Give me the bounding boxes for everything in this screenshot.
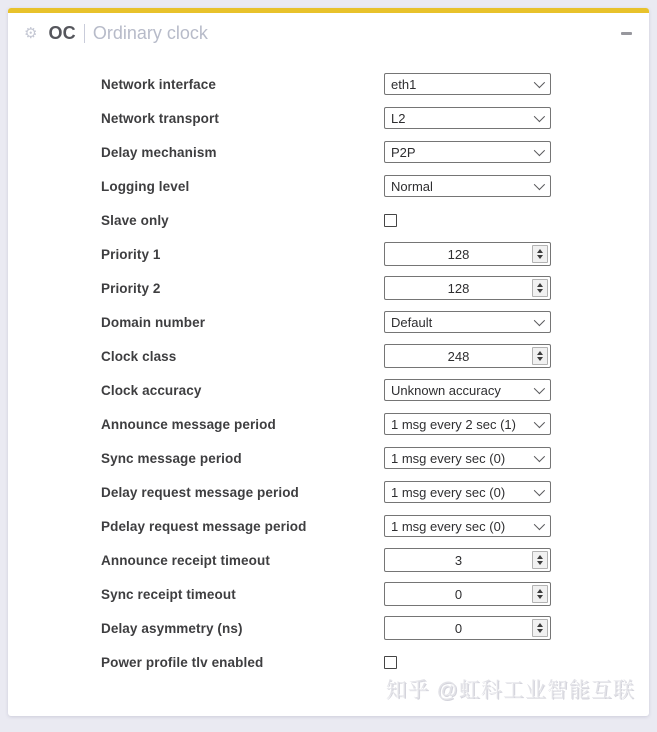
field-label: Announce message period xyxy=(101,416,276,432)
field-control xyxy=(384,214,551,227)
title-separator xyxy=(84,24,85,43)
chevron-down-icon xyxy=(534,451,545,462)
spinner-down-icon[interactable] xyxy=(537,595,543,599)
field-label: Delay asymmetry (ns) xyxy=(101,620,243,636)
field-label: Delay mechanism xyxy=(101,144,217,160)
field-label: Clock accuracy xyxy=(101,382,202,398)
field-control xyxy=(384,656,551,669)
form-row-logging-level xyxy=(8,169,649,203)
gear-icon: ⚙ xyxy=(24,24,38,42)
spinner-up-icon[interactable] xyxy=(537,249,543,253)
select-value: 1 msg every sec (0) xyxy=(391,484,506,500)
field-label: Network interface xyxy=(101,76,216,92)
chevron-down-icon xyxy=(534,417,545,428)
chevron-down-icon xyxy=(534,383,545,394)
form-row-network-interface xyxy=(8,67,649,101)
oc-settings-panel xyxy=(8,8,649,716)
spinner-up-icon[interactable] xyxy=(537,283,543,287)
field-label: Power profile tlv enabled xyxy=(101,654,264,670)
form-row-domain-number xyxy=(8,305,649,339)
spinner-down-icon[interactable] xyxy=(537,255,543,259)
field-control xyxy=(384,276,551,300)
field-control xyxy=(384,175,551,197)
form-row-delay-asymmetry-ns xyxy=(8,611,649,645)
field-control xyxy=(384,107,551,129)
field-control xyxy=(384,582,551,606)
field-control xyxy=(384,548,551,572)
field-control xyxy=(384,242,551,266)
form-row-announce-receipt-timeout xyxy=(8,543,649,577)
spinner-down-icon[interactable] xyxy=(537,289,543,293)
field-label: Sync receipt timeout xyxy=(101,586,236,602)
field-control xyxy=(384,481,551,503)
spinner-up-icon[interactable] xyxy=(537,555,543,559)
chevron-down-icon xyxy=(534,315,545,326)
field-control xyxy=(384,413,551,435)
select-value: eth1 xyxy=(391,76,417,92)
select-value: Unknown accuracy xyxy=(391,382,501,398)
minimize-icon xyxy=(621,32,632,35)
field-label: Announce receipt timeout xyxy=(101,552,270,568)
form-row-network-transport xyxy=(8,101,649,135)
chevron-down-icon xyxy=(534,145,545,156)
chevron-down-icon xyxy=(534,179,545,190)
panel-subtitle: Ordinary clock xyxy=(92,22,208,43)
priority-2-input[interactable] xyxy=(384,276,551,300)
number-value: 128 xyxy=(447,280,470,296)
select-value: L2 xyxy=(391,110,406,126)
form-row-clock-class xyxy=(8,339,649,373)
minimize-button[interactable] xyxy=(617,25,635,41)
watermark: 知乎 @虹科工业智能互联 xyxy=(385,679,635,702)
domain-number-select[interactable] xyxy=(384,311,551,333)
field-label: Clock class xyxy=(101,348,177,364)
field-label: Pdelay request message period xyxy=(101,518,307,534)
field-control xyxy=(384,141,551,163)
number-value: 248 xyxy=(447,348,470,364)
select-value: 1 msg every sec (0) xyxy=(391,518,506,534)
form-row-priority-1 xyxy=(8,237,649,271)
spinner-down-icon[interactable] xyxy=(537,629,543,633)
number-value: 0 xyxy=(454,620,463,636)
panel-header xyxy=(8,13,649,53)
clock-class-input[interactable] xyxy=(384,344,551,368)
field-label: Network transport xyxy=(101,110,219,126)
slave-only-checkbox[interactable] xyxy=(384,214,397,227)
field-control xyxy=(384,515,551,537)
form-row-power-profile-tlv-enabled xyxy=(8,645,649,679)
form-row-delay-request-message-period xyxy=(8,475,649,509)
field-control xyxy=(384,311,551,333)
chevron-down-icon xyxy=(534,485,545,496)
field-label: Slave only xyxy=(101,212,169,228)
select-value: 1 msg every 2 sec (1) xyxy=(391,416,516,432)
spinner-buttons[interactable] xyxy=(532,551,548,569)
spinner-down-icon[interactable] xyxy=(537,357,543,361)
pdelay-request-message-period-select[interactable] xyxy=(384,515,551,537)
spinner-down-icon[interactable] xyxy=(537,561,543,565)
spinner-buttons[interactable] xyxy=(532,619,548,637)
form-row-sync-receipt-timeout xyxy=(8,577,649,611)
field-control xyxy=(384,447,551,469)
settings-form xyxy=(8,53,649,679)
clock-accuracy-select[interactable] xyxy=(384,379,551,401)
select-value: Normal xyxy=(391,178,433,194)
network-transport-select[interactable] xyxy=(384,107,551,129)
select-value: Default xyxy=(391,314,433,330)
form-row-announce-message-period xyxy=(8,407,649,441)
form-row-slave-only xyxy=(8,203,649,237)
field-label: Sync message period xyxy=(101,450,242,466)
select-value: 1 msg every sec (0) xyxy=(391,450,506,466)
spinner-up-icon[interactable] xyxy=(537,589,543,593)
network-interface-select[interactable] xyxy=(384,73,551,95)
spinner-up-icon[interactable] xyxy=(537,623,543,627)
chevron-down-icon xyxy=(534,111,545,122)
priority-1-input[interactable] xyxy=(384,242,551,266)
field-label: Priority 1 xyxy=(101,246,161,262)
spinner-up-icon[interactable] xyxy=(537,351,543,355)
delay-mechanism-select[interactable] xyxy=(384,141,551,163)
announce-message-period-select[interactable] xyxy=(384,413,551,435)
field-control xyxy=(384,73,551,95)
sync-message-period-select[interactable] xyxy=(384,447,551,469)
field-control xyxy=(384,379,551,401)
field-control xyxy=(384,616,551,640)
form-row-priority-2 xyxy=(8,271,649,305)
field-label: Priority 2 xyxy=(101,280,161,296)
spinner-buttons[interactable] xyxy=(532,245,548,263)
field-label: Domain number xyxy=(101,314,206,330)
spinner-buttons[interactable] xyxy=(532,585,548,603)
form-row-clock-accuracy xyxy=(8,373,649,407)
field-control xyxy=(384,344,551,368)
form-row-delay-mechanism xyxy=(8,135,649,169)
field-label: Logging level xyxy=(101,178,190,194)
form-row-pdelay-request-message-period xyxy=(8,509,649,543)
panel-title: OC xyxy=(48,22,76,43)
announce-receipt-timeout-input[interactable] xyxy=(384,548,551,572)
delay-request-message-period-select[interactable] xyxy=(384,481,551,503)
delay-asymmetry-ns-input[interactable] xyxy=(384,616,551,640)
logging-level-select[interactable] xyxy=(384,175,551,197)
number-value: 3 xyxy=(454,552,463,568)
spinner-buttons[interactable] xyxy=(532,347,548,365)
chevron-down-icon xyxy=(534,519,545,530)
form-row-sync-message-period xyxy=(8,441,649,475)
number-value: 0 xyxy=(454,586,463,602)
chevron-down-icon xyxy=(534,77,545,88)
field-label: Delay request message period xyxy=(101,484,299,500)
power-profile-tlv-enabled-checkbox[interactable] xyxy=(384,656,397,669)
select-value: P2P xyxy=(391,144,416,160)
number-value: 128 xyxy=(447,246,470,262)
spinner-buttons[interactable] xyxy=(532,279,548,297)
sync-receipt-timeout-input[interactable] xyxy=(384,582,551,606)
